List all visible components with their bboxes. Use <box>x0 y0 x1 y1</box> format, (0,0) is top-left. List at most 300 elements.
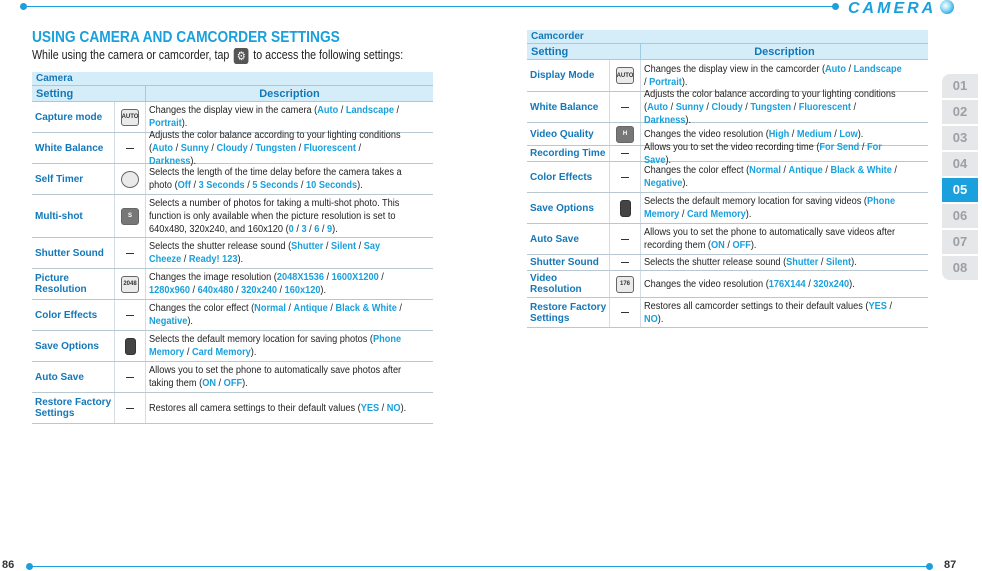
description-fragment: ). <box>681 76 688 88</box>
option-value: Darkness <box>644 114 686 126</box>
footer-rule-dot <box>926 563 933 570</box>
description-fragment: / <box>233 285 242 296</box>
setting-description <box>641 162 928 192</box>
column-header-setting: Setting <box>32 86 146 101</box>
description-fragment: Adjusts the color balance according to your lighting conditions ( <box>644 88 896 113</box>
setting-icon-cell <box>609 146 641 161</box>
description-text <box>644 195 903 221</box>
description-text <box>644 256 903 269</box>
description-fragment: Adjusts the color balance according to your lighting conditions ( <box>149 129 401 154</box>
option-value: 160x120 <box>284 285 321 296</box>
description-fragment: Selects the default memory location for saving videos ( <box>644 196 867 207</box>
setting-icon-cell <box>114 238 146 268</box>
option-value: Silent <box>826 257 852 268</box>
description-fragment: Changes the image resolution ( <box>149 272 277 283</box>
description-fragment: / <box>244 180 253 191</box>
setting-name: Capture mode <box>35 111 103 123</box>
setting-description <box>641 298 928 327</box>
table-row <box>527 88 928 126</box>
description-fragment: / <box>323 241 332 252</box>
chapter-tab-04[interactable]: 04 <box>942 152 978 176</box>
setting-icon-cell <box>609 224 641 254</box>
description-text <box>149 302 408 328</box>
footer-rule-dot <box>26 563 33 570</box>
table-row <box>32 164 433 195</box>
description-fragment: ). <box>745 209 752 220</box>
setting-icon-cell <box>609 271 641 297</box>
dash-icon <box>621 262 629 263</box>
setting-description <box>146 331 433 361</box>
description-text <box>149 240 408 266</box>
table-row <box>527 162 928 193</box>
description-fragment: Restores all camcorder settings to their default values ( <box>644 300 869 312</box>
setting-description <box>641 271 928 297</box>
setting-icon-cell <box>114 331 146 361</box>
setting-icon-cell <box>114 133 146 163</box>
setting-description <box>146 269 433 299</box>
option-value: 6 <box>314 223 320 235</box>
description-fragment: / <box>208 142 217 154</box>
option-value: Tungsten <box>750 101 792 113</box>
table-row <box>32 129 433 167</box>
setting-name: Video Quality <box>530 128 594 140</box>
option-value: Card Memory <box>191 347 251 358</box>
setting-icon-cell <box>609 193 641 223</box>
intro-after: to access the following settings: <box>253 47 404 62</box>
description-fragment: / <box>859 141 867 153</box>
option-value: 2048X1536 <box>276 272 324 283</box>
setting-description <box>146 195 433 237</box>
setting-icon-cell <box>609 298 641 327</box>
description-fragment: / <box>247 142 256 154</box>
option-value: ON <box>202 378 216 389</box>
description-fragment: / <box>379 402 387 414</box>
description-text <box>149 402 408 415</box>
setting-icon-cell <box>114 195 146 237</box>
setting-icon-cell <box>114 362 146 392</box>
option-value: Fluorescent <box>798 101 851 113</box>
setting-description <box>146 300 433 330</box>
description-text <box>644 300 903 326</box>
table-row <box>32 269 433 300</box>
dash-icon <box>621 153 629 154</box>
description-fragment: ). <box>857 128 864 140</box>
option-value: Phone Memory <box>644 196 896 220</box>
option-value: High <box>768 128 790 140</box>
chapter-tab-02[interactable]: 02 <box>942 100 978 124</box>
description-fragment: / <box>679 209 687 220</box>
description-fragment: / <box>668 101 676 113</box>
option-value: For Send <box>819 141 860 153</box>
description-fragment: / <box>393 105 400 116</box>
table-title: Camera <box>32 72 433 86</box>
description-fragment: / <box>181 254 189 265</box>
setting-icon-cell <box>114 269 146 299</box>
option-value: Auto <box>152 142 174 154</box>
description-fragment: Selects the shutter release sound ( <box>149 241 292 252</box>
table-row <box>32 393 433 424</box>
description-fragment: / <box>184 347 192 358</box>
picture-resolution-icon: 2048 <box>121 276 139 293</box>
description-fragment: / <box>190 180 199 191</box>
option-value: Auto <box>825 63 846 75</box>
setting-name: Picture Resolution <box>35 273 87 295</box>
section-title: CAMERA <box>848 0 937 17</box>
chapter-tab-01[interactable]: 01 <box>942 74 978 98</box>
setting-description <box>641 193 928 223</box>
setting-name: Auto Save <box>35 371 84 383</box>
dash-icon <box>126 253 134 254</box>
description-fragment: Changes the display view in the camcorder ( <box>644 63 826 75</box>
table-title: Camcorder <box>527 30 928 44</box>
capture-mode-icon: AUTO <box>121 109 139 126</box>
option-value: 640x480 <box>197 285 234 296</box>
description-fragment: / <box>296 142 304 154</box>
description-fragment: / <box>845 63 854 75</box>
setting-name: Save Options <box>35 340 99 352</box>
description-fragment: Restores all camera settings to their default values ( <box>149 402 361 414</box>
description-fragment: / <box>356 241 364 252</box>
option-value: Say Cheeze <box>149 241 381 265</box>
option-value: ON <box>710 240 725 251</box>
option-value: For Save <box>644 141 882 166</box>
dash-icon <box>621 239 629 240</box>
setting-icon-cell <box>114 102 146 132</box>
table-row <box>527 255 928 271</box>
description-fragment: / <box>323 272 332 283</box>
option-value: Cloudy <box>216 142 248 154</box>
setting-description <box>641 255 928 270</box>
option-value: Shutter <box>786 257 819 268</box>
video-resolution-icon: 176 <box>616 276 634 293</box>
option-value: Normal <box>749 165 781 176</box>
option-value: Darkness <box>149 155 191 167</box>
option-value: Off <box>177 180 191 191</box>
table-row <box>527 298 928 328</box>
dash-icon <box>126 148 134 149</box>
description-fragment: Changes the video resolution ( <box>644 128 769 140</box>
setting-name: Restore Factory Settings <box>35 397 112 419</box>
option-value: Ready! 123 <box>188 254 238 265</box>
description-fragment: ). <box>657 313 664 325</box>
option-value: Negative <box>644 178 683 189</box>
description-fragment: / <box>742 101 751 113</box>
setting-description <box>146 393 433 423</box>
dash-icon <box>126 408 134 409</box>
description-fragment: ). <box>181 118 188 129</box>
setting-icon-cell <box>609 92 641 122</box>
option-value: 9 <box>327 223 333 235</box>
video-quality-icon: H <box>616 126 634 143</box>
option-value: Sunny <box>180 142 209 154</box>
intro-before: While using the camera or camcorder, tap <box>32 47 230 62</box>
description-fragment: / <box>338 105 346 116</box>
description-text <box>644 164 903 190</box>
option-value: 5 Seconds <box>252 180 299 191</box>
header-rule <box>20 6 838 7</box>
description-fragment: / <box>644 76 650 88</box>
page-heading: USING CAMERA AND CAMCORDER SETTINGS <box>32 29 340 46</box>
option-value: Shutter <box>291 241 324 252</box>
option-value: Landscape <box>853 63 902 75</box>
option-value: Silent <box>331 241 357 252</box>
setting-icon-cell <box>114 393 146 423</box>
description-fragment: / <box>285 303 294 314</box>
description-fragment: ). <box>332 223 338 235</box>
description-fragment: / <box>703 101 712 113</box>
setting-name: Shutter Sound <box>530 257 599 268</box>
description-fragment: Changes the video resolution ( <box>644 278 769 290</box>
option-value: 3 Seconds <box>198 180 245 191</box>
description-text <box>644 88 903 127</box>
description-fragment: Changes the color effect ( <box>149 303 255 314</box>
description-fragment: ). <box>400 402 407 414</box>
chapter-tab-08[interactable]: 08 <box>942 256 978 280</box>
setting-name: Color Effects <box>35 309 98 321</box>
setting-name: Multi-shot <box>35 210 83 222</box>
description-fragment: / <box>791 101 799 113</box>
description-fragment: ). <box>190 155 197 167</box>
description-fragment: / <box>886 300 893 312</box>
description-text <box>644 141 903 167</box>
description-fragment: ). <box>750 240 757 251</box>
description-fragment: ). <box>250 347 257 358</box>
option-value: Black & White <box>335 303 397 314</box>
table-row <box>527 271 928 298</box>
chapter-tab-07[interactable]: 07 <box>942 230 978 254</box>
setting-description <box>641 88 928 126</box>
description-fragment: ). <box>237 254 244 265</box>
description-text <box>149 166 408 192</box>
dash-icon <box>126 377 134 378</box>
option-value: Auto <box>317 105 339 116</box>
setting-icon-cell <box>609 123 641 145</box>
option-value: Normal <box>254 303 286 314</box>
setting-description <box>146 102 433 132</box>
memory-card-icon <box>620 200 631 217</box>
table-row <box>32 362 433 393</box>
option-value: 320x240 <box>241 285 277 296</box>
description-fragment: ). <box>685 114 692 126</box>
description-text <box>644 226 903 252</box>
option-value: 0 <box>288 223 294 235</box>
description-fragment: Selects the length of the time delay before the camera takes a photo ( <box>149 167 402 191</box>
setting-description <box>146 129 433 167</box>
description-fragment: / <box>276 285 285 296</box>
memory-card-icon <box>125 338 136 355</box>
option-value: 1280x960 <box>149 285 190 296</box>
display-mode-icon: AUTO <box>616 67 634 84</box>
description-fragment: Changes the color effect ( <box>644 165 750 176</box>
orb-icon <box>940 0 954 14</box>
description-fragment: Allows you to set the phone to automatically save videos after recording them ( <box>644 227 896 251</box>
description-fragment: / <box>355 142 362 154</box>
description-fragment: Allows you to set the phone to automatically save photos after taking them ( <box>149 365 402 389</box>
description-fragment: / <box>850 101 857 113</box>
setting-description <box>641 224 928 254</box>
option-value: Fluorescent <box>303 142 356 154</box>
setting-icon-cell <box>114 300 146 330</box>
table-row <box>32 238 433 269</box>
multi-shot-icon: S <box>121 208 139 225</box>
setting-name: White Balance <box>35 142 104 154</box>
option-value: 320x240 <box>813 278 850 290</box>
option-value: Negative <box>149 316 188 327</box>
option-value: Landscape <box>345 105 394 116</box>
option-value: YES <box>868 300 887 312</box>
dash-icon <box>621 107 629 108</box>
camcorder-settings-table <box>527 30 928 328</box>
description-fragment: / <box>378 272 384 283</box>
setting-description <box>641 141 928 166</box>
description-fragment: / <box>298 180 307 191</box>
setting-icon-cell <box>609 162 641 192</box>
setting-name: Auto Save <box>530 233 579 245</box>
description-fragment: / <box>891 165 897 176</box>
camera-settings-table <box>32 72 433 424</box>
setting-name: Recording Time <box>530 148 606 159</box>
option-value: NO <box>386 402 401 414</box>
option-value: 176X144 <box>768 278 806 290</box>
option-value: 10 Seconds <box>306 180 358 191</box>
description-fragment: Selects the default memory location for saving photos ( <box>149 334 373 345</box>
chapter-tab-06[interactable]: 06 <box>942 204 978 228</box>
option-value: YES <box>360 402 380 414</box>
option-value: NO <box>644 313 658 325</box>
option-value: Cloudy <box>711 101 743 113</box>
description-fragment: / <box>327 303 336 314</box>
dash-icon <box>621 177 629 178</box>
option-value: Portrait <box>149 118 182 129</box>
description-fragment: / <box>822 165 831 176</box>
option-value: Black & White <box>830 165 892 176</box>
description-fragment: ). <box>849 278 855 290</box>
option-value: Medium <box>796 128 832 140</box>
column-header-description: Description <box>259 88 320 100</box>
description-fragment: / <box>215 378 224 389</box>
setting-name: Video Resolution <box>530 273 582 295</box>
chapter-tabs <box>942 74 978 282</box>
table-row <box>527 224 928 255</box>
column-header-description: Description <box>754 46 815 58</box>
option-value: Sunny <box>675 101 704 113</box>
setting-description <box>146 362 433 392</box>
setting-description <box>641 60 928 91</box>
description-fragment: / <box>818 257 827 268</box>
setting-description <box>146 164 433 194</box>
description-fragment: ). <box>242 378 248 389</box>
setting-name: White Balance <box>530 101 599 113</box>
description-fragment: ). <box>851 257 857 268</box>
setting-name: Shutter Sound <box>35 247 104 259</box>
option-value: Portrait <box>649 76 682 88</box>
setting-name: Color Effects <box>530 171 593 183</box>
description-fragment: / <box>173 142 181 154</box>
table-row <box>527 141 928 166</box>
table-row <box>32 195 433 238</box>
settings-gear-icon: ⚙ <box>234 48 249 64</box>
header-rule-dot <box>20 3 27 10</box>
column-header-setting: Setting <box>527 44 641 59</box>
page-number-right: 87 <box>944 559 957 571</box>
description-fragment: ). <box>187 316 193 327</box>
table-header <box>527 44 928 60</box>
setting-name: Restore Factory Settings <box>530 301 607 324</box>
header-rule-dot <box>832 3 839 10</box>
option-value: Antique <box>293 303 328 314</box>
description-text <box>149 129 408 168</box>
description-fragment: ). <box>320 285 327 296</box>
chapter-tab-03[interactable]: 03 <box>942 126 978 150</box>
description-text <box>149 364 408 390</box>
option-value: 3 <box>301 223 307 235</box>
table-row <box>32 300 433 331</box>
setting-icon-cell <box>609 60 641 91</box>
description-fragment: ). <box>357 180 363 191</box>
description-fragment: / <box>306 223 315 235</box>
description-fragment: / <box>789 128 797 140</box>
setting-description <box>146 238 433 268</box>
option-value: OFF <box>732 240 751 251</box>
footer-rule <box>28 566 928 567</box>
chapter-tab-05[interactable]: 05 <box>942 178 978 202</box>
description-fragment: Allows you to set the video recording time ( <box>644 141 820 153</box>
page-number-left: 86 <box>2 559 15 571</box>
description-text <box>149 197 408 236</box>
option-value: Tungsten <box>255 142 297 154</box>
table-header <box>32 86 433 102</box>
description-fragment: Selects the shutter release sound ( <box>644 257 787 268</box>
table-row <box>32 331 433 362</box>
description-fragment: / <box>189 285 198 296</box>
setting-icon-cell <box>609 255 641 270</box>
description-fragment: ). <box>665 154 672 166</box>
option-value: Antique <box>788 165 823 176</box>
option-value: OFF <box>223 378 243 389</box>
description-fragment: / <box>805 278 814 290</box>
dash-icon <box>126 315 134 316</box>
setting-icon-cell <box>114 164 146 194</box>
description-fragment: / <box>319 223 328 235</box>
description-text <box>149 333 408 359</box>
description-text <box>149 271 408 297</box>
description-text <box>644 128 903 141</box>
description-fragment: / <box>396 303 402 314</box>
option-value: Card Memory <box>686 209 746 220</box>
description-fragment: / <box>293 223 302 235</box>
description-fragment: / <box>724 240 733 251</box>
setting-name: Display Mode <box>530 70 595 81</box>
table-row <box>527 193 928 224</box>
option-value: Auto <box>647 101 669 113</box>
dash-icon <box>621 312 629 313</box>
description-fragment: Selects a number of photos for taking a multi-shot photo. This function is only available when the picture resolution is set to 640x480, 320x240, and 160x120 ( <box>149 197 400 235</box>
description-fragment: / <box>831 128 840 140</box>
setting-name: Self Timer <box>35 173 84 185</box>
description-fragment: ). <box>682 178 688 189</box>
option-value: 1600X1200 <box>331 272 379 283</box>
option-value: Low <box>839 128 858 140</box>
description-text <box>644 63 903 89</box>
option-value: Phone Memory <box>149 334 402 358</box>
intro-text <box>32 47 403 64</box>
setting-name: Save Options <box>530 202 594 214</box>
description-text <box>644 278 903 291</box>
description-text <box>149 104 408 130</box>
self-timer-icon <box>121 171 139 188</box>
description-fragment: Changes the display view in the camera ( <box>149 105 318 116</box>
description-fragment: / <box>780 165 789 176</box>
